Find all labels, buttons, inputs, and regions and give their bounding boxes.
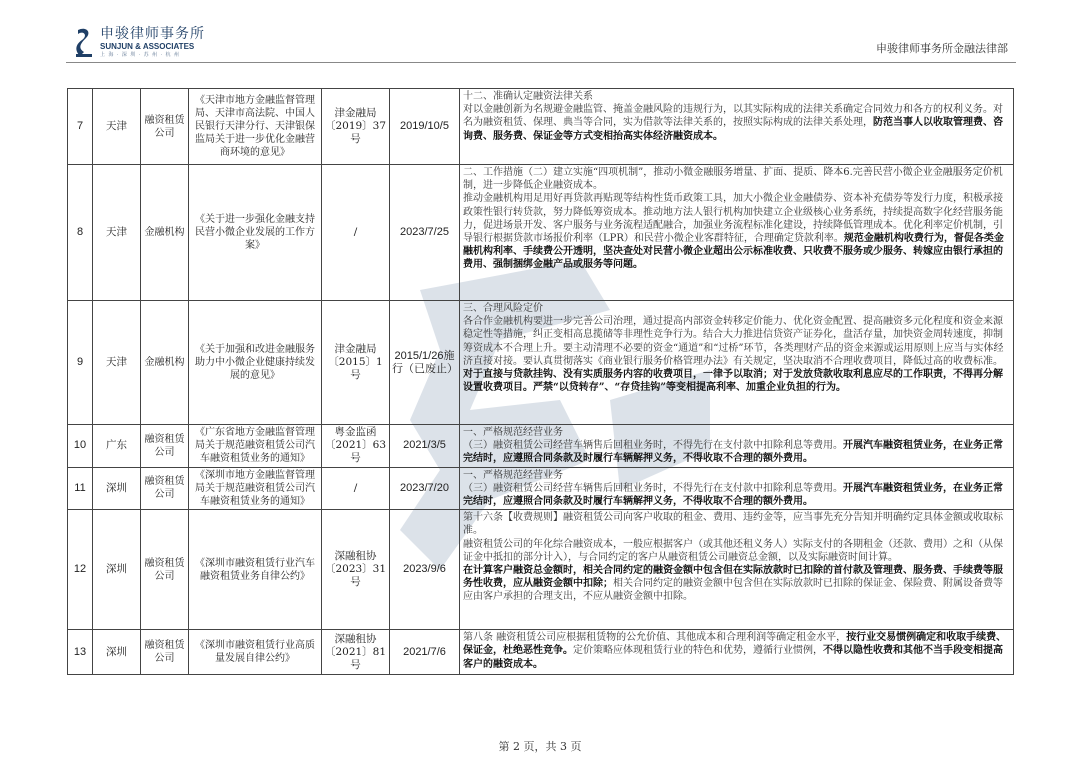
header-divider: [66, 62, 1016, 63]
row-entity-type: 融资租赁公司: [141, 510, 189, 630]
row-date: 2023/7/20: [390, 467, 460, 510]
page-number: 第 2 页，共 3 页: [498, 740, 582, 753]
content-text: （三）融资租赁公司经营车辆售后回租业务时，不得先行在支付款中扣除利息等费用。: [463, 440, 843, 452]
content-text: 第十六条【收费规则】融资租赁公司向客户收取的租金、费用、违约金等，应当事先充分告知并明确约定具体金额或收取标准。: [463, 512, 1003, 537]
content-text: 三、合理风险定价: [463, 303, 543, 314]
content-text: 各合作金融机构要进一步完善公司治理，通过提高内部资金转移定价能力、优化资金配置、提高融资多元化程度和资金来源稳定性等措施，纠正变相高息揽储等非理性竞争行为。结合大力推进信贷资产证券化，盘活存量，加快资金周转速度，抑制筹资成本不合理上升。要主动清理不必要的资金“通道”和“过桥”环节，各类理财产品的资金来源或运用原则上应当与实体经济直接对接。要认真贯彻落实《商业银行服务价格管理办法》有关规定，坚决取消不合理收费项目，降低过高的收费标准。: [463, 316, 1004, 367]
content-text: 融资租赁公司的年化综合融资成本，一般应根据客户（或其他还租义务人）实际支付的各期租金（还款、费用）之和（从保证金中抵扣的部分计入），与合同约定的客户从融资租赁公司融资总金额，以及实际融资时间计算。: [463, 538, 1003, 563]
content-emphasis: 按行业交易惯例确定和收取手续费、保证金，杜绝恶性竞争。: [463, 632, 1007, 657]
row-document-number: /: [322, 467, 390, 510]
content-emphasis: 不得以隐性收费和其他不当手段变相提高客户的融资成本。: [463, 645, 1003, 670]
row-entity-type: 融资租赁公司: [141, 630, 189, 675]
row-number: 9: [68, 301, 93, 425]
row-content: [460, 301, 1014, 425]
row-date: 2023/7/25: [390, 165, 460, 301]
row-number: 11: [68, 467, 93, 510]
content-text: 第八条 融资租赁公司应根据租赁物的公允价值、其他成本和合理利润等确定租金水平，: [463, 632, 847, 644]
row-document-title: 《深圳市融资租赁行业高质量发展自律公约》: [189, 630, 322, 675]
row-document-number: 津金融局〔2015〕1号: [322, 301, 390, 425]
row-region: 天津: [93, 89, 141, 165]
content-emphasis: 对于直接与贷款挂钩、没有实质服务内容的收费项目，一律予以取消；对于发放贷款收取利息应尽的工作职责，不得再分解设置收费项目。严禁“以贷转存”、“存贷挂钩”等变相提高利率、加重企业负担的行为。: [463, 369, 1003, 394]
row-number: 8: [68, 165, 93, 301]
content-emphasis: 开展汽车融资租赁业务，在业务正常完结时，应遵照合同条款及时履行车辆解押义务，不得收取不合理的额外费用。: [463, 440, 1003, 465]
row-date: 2023/9/6: [390, 510, 460, 630]
content-emphasis: 防范当事人以收取管理费、咨询费、服务费、保证金等方式变相抬高实体经济融资成本。: [463, 117, 1003, 142]
row-document-number: 津金融局〔2019〕37号: [322, 89, 390, 165]
table-row: [68, 630, 1014, 675]
row-date: 2021/3/5: [390, 425, 460, 468]
row-entity-type: 融资租赁公司: [141, 425, 189, 468]
row-entity-type: 金融机构: [141, 165, 189, 301]
logo-name-cn: 申骏律师事务所: [100, 26, 205, 42]
row-document-title: 《深圳市地方金融监督管理局关于规范融资租赁公司汽车融资租赁业务的通知》: [189, 467, 322, 510]
content-emphasis: 规范金融机构收费行为，督促各类金融机构利率、手续费公开透明，坚决查处对民营小微企业超出公示标准收费、只收费不服务或少服务、转嫁应由银行承担的费用、强制捆绑金融产品或服务等问题。: [463, 233, 1004, 271]
regulation-table: [67, 88, 1014, 675]
content-text: 十二、准确认定融资法律关系: [463, 91, 593, 102]
row-content: [460, 89, 1014, 165]
row-entity-type: 金融机构: [141, 301, 189, 425]
row-entity-type: 融资租赁公司: [141, 467, 189, 510]
content-text: 相关合同约定的融资金额中包含但在实际放款时已扣除的保证金、保险费、附属设备费等应由客户承担的合理支出，不应从融资金额中扣除。: [463, 578, 1003, 603]
row-document-title: 《深圳市融资租赁行业汽车融资租赁业务自律公约》: [189, 510, 322, 630]
row-content: [460, 165, 1014, 301]
table-row: [68, 425, 1014, 468]
row-region: 天津: [93, 301, 141, 425]
row-content: [460, 510, 1014, 630]
row-number: 7: [68, 89, 93, 165]
logo-cities: 上 海 · 深 圳 · 苏 州 · 杭 州: [100, 52, 180, 58]
firm-logo-icon: [74, 26, 94, 58]
row-number: 12: [68, 510, 93, 630]
row-number: 10: [68, 425, 93, 468]
row-content: [460, 467, 1014, 510]
row-document-title: 《广东省地方金融监督管理局关于规范融资租赁公司汽车融资租赁业务的通知》: [189, 425, 322, 468]
table-row: [68, 301, 1014, 425]
row-document-number: /: [322, 165, 390, 301]
row-document-number: 深融租协〔2021〕81号: [322, 630, 390, 675]
table-row: [68, 467, 1014, 510]
row-region: 深圳: [93, 510, 141, 630]
row-document-number: 深融租协〔2023〕31号: [322, 510, 390, 630]
content-text: （三）融资租赁公司经营车辆售后回租业务时，不得先行在支付款中扣除利息等费用。: [463, 482, 843, 494]
row-date: 2021/7/6: [390, 630, 460, 675]
table-row: [68, 89, 1014, 165]
row-content: [460, 630, 1014, 675]
row-content: [460, 425, 1014, 468]
row-region: 广东: [93, 425, 141, 468]
row-document-title: 《天津市地方金融监督管理局、天津市高法院、中国人民银行天津分行、天津银保监局关于进一步优化金融营商环境的意见》: [189, 89, 322, 165]
firm-logo: [74, 26, 205, 59]
content-emphasis: 在计算客户融资总金额时，相关合同约定的融资金额中包含但在实际放款时已扣除的首付款及管理费、服务费、手续费等服务性收费，应从融资金额中扣除；: [463, 565, 1003, 590]
row-region: 深圳: [93, 467, 141, 510]
header-department-title: 申骏律师事务所金融法律部: [876, 42, 1008, 55]
row-date: 2015/1/26施行（已废止）: [390, 301, 460, 425]
row-region: 深圳: [93, 630, 141, 675]
content-text: 一、严格规范经营业务: [463, 427, 563, 438]
logo-name-en: SUNJUN & ASSOCIATES: [100, 42, 195, 51]
content-text: 一、严格规范经营业务: [463, 469, 563, 481]
table-row: [68, 510, 1014, 630]
content-emphasis: 开展汽车融资租赁业务，在业务正常完结时，应遵照合同条款及时履行车辆解押义务，不得收取不合理的额外费用。: [463, 482, 1003, 508]
page-header: [0, 0, 1080, 70]
content-text: 对以金融创新为名规避金融监管、掩盖金融风险的违规行为，以其实际构成的法律关系确定合同效力和各方的权利义务。对名为融资租赁、保理、典当等合同，实为借款等法律关系的，按照实际构成的法律关系处理，: [463, 104, 1003, 129]
table-row: [68, 165, 1014, 301]
row-document-title: 《关于进一步强化金融支持民营小微企业发展的工作方案》: [189, 165, 322, 301]
row-document-title: 《关于加强和改进金融服务助力中小微企业健康持续发展的意见》: [189, 301, 322, 425]
row-date: 2019/10/5: [390, 89, 460, 165]
content-text: 定价策略应体现租赁行业的特色和优势，遵循行业惯例，: [573, 645, 823, 657]
row-entity-type: 融资租赁公司: [141, 89, 189, 165]
row-region: 天津: [93, 165, 141, 301]
row-document-number: 粤金监函〔2021〕63号: [322, 425, 390, 468]
content-text: 推动金融机构用足用好再贷款再贴现等结构性货币政策工具，加大小微企业金融债券、资本补充债券等发行力度，积极承接政策性银行转贷款，努力降低筹资成本。推动地方法人银行机构加快建立企业级核心业务系统，持续提高数字化经营服务能力，促进场景开发、客户服务与业务流程适配融合，加强业务流程标准化建设，持续降低管理成本。优化利率定价机制，引导银行根据贷款市场报价利率（LPR）和民营小微企业客群特征，合理确定贷款利率。: [463, 193, 1003, 245]
content-text: 二、工作措施（二）建立实施“四项机制”，推动小微金融服务增量、扩面、提质、降本6.完善民营小微企业金融服务定价机制，进一步降低企业融资成本。: [463, 167, 1003, 192]
row-number: 13: [68, 630, 93, 675]
